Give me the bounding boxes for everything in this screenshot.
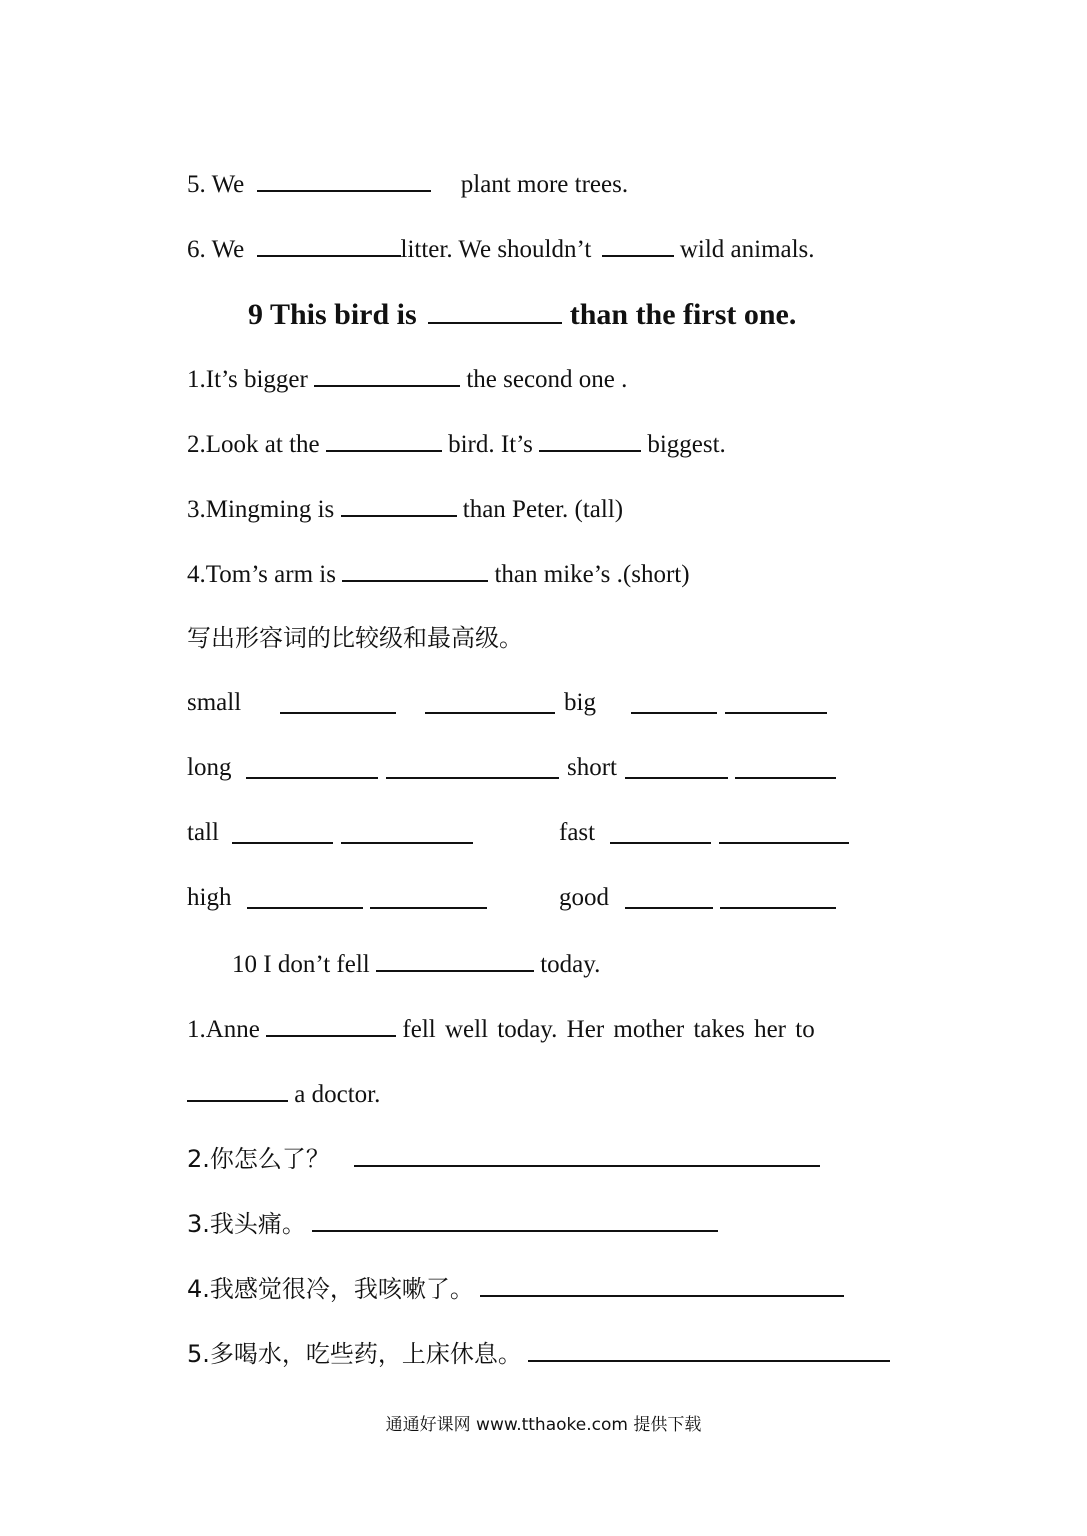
answer-blank[interactable] [480, 1273, 844, 1297]
sec10-sentence-1 [187, 1013, 815, 1045]
sentence-text: 3.Mingming is [187, 496, 335, 523]
answer-blank[interactable] [266, 1013, 396, 1037]
answer-blank[interactable] [719, 820, 849, 844]
section-10-title [232, 948, 600, 980]
sentence-text: wild animals. [679, 236, 815, 263]
answer-blank[interactable] [625, 885, 713, 909]
answer-blank[interactable] [341, 820, 473, 844]
sentence-text: 2.Look at the [187, 431, 320, 458]
sentence-text: litter. We shouldn’t [400, 236, 592, 263]
word-good: good [559, 884, 609, 911]
title-text: 10 I don’t fell [232, 951, 370, 978]
sentence-text: We [211, 236, 245, 263]
sentence-number: 6. [187, 236, 206, 263]
word-long: long [187, 754, 232, 781]
answer-blank[interactable] [326, 428, 442, 452]
sentence-text: the second one . [466, 366, 628, 393]
sentence-text: plant more trees. [460, 171, 629, 198]
sec10-sentence-3 [187, 1208, 718, 1240]
instruction: 写出形容词的比较级和最高级。 [187, 624, 523, 652]
sentence-text: 1.Anne [187, 1016, 260, 1043]
sec9-sentence-2 [187, 428, 726, 460]
answer-blank[interactable] [187, 1078, 288, 1102]
answer-blank[interactable] [539, 428, 641, 452]
answer-blank[interactable] [735, 755, 836, 779]
sentence-number: 5. [187, 171, 206, 198]
answer-blank[interactable] [280, 690, 396, 714]
word-short: short [567, 754, 617, 781]
answer-blank[interactable] [720, 885, 836, 909]
answer-blank[interactable] [725, 690, 827, 714]
answer-blank[interactable] [602, 233, 674, 257]
sentence-5 [187, 168, 628, 200]
answer-blank[interactable] [528, 1338, 890, 1362]
word-fast: fast [559, 819, 596, 846]
sentence-text: fell well today. Her mother takes her to [402, 1016, 815, 1043]
answer-blank[interactable] [370, 885, 487, 909]
sec10-sentence-1-cont [187, 1078, 380, 1110]
answer-blank[interactable] [257, 233, 401, 257]
sec10-sentence-4 [187, 1273, 844, 1305]
sec9-sentence-4 [187, 558, 690, 590]
answer-blank[interactable] [354, 1143, 820, 1167]
answer-blank[interactable] [631, 690, 717, 714]
title-blank[interactable] [376, 948, 534, 972]
answer-blank[interactable] [257, 168, 431, 192]
sentence-text: biggest. [647, 431, 726, 458]
answer-blank[interactable] [312, 1208, 718, 1232]
section-9-title [248, 296, 796, 332]
sec9-sentence-3 [187, 493, 623, 525]
answer-blank[interactable] [386, 755, 559, 779]
title-text: today. [540, 951, 601, 978]
answer-blank[interactable] [610, 820, 711, 844]
sec10-sentence-5 [187, 1338, 890, 1370]
sentence-text: 4.Tom’s arm is [187, 561, 336, 588]
word-tall: tall [187, 819, 219, 846]
sentence-text: 5.多喝水，吃些药，上床休息。 [187, 1340, 522, 1368]
word-small: small [187, 689, 242, 716]
title-blank[interactable] [428, 296, 562, 324]
sec9-sentence-1 [187, 363, 627, 395]
sentence-6 [187, 233, 815, 265]
sentence-text: We [211, 171, 245, 198]
answer-blank[interactable] [246, 755, 378, 779]
sentence-text: a doctor. [294, 1081, 381, 1108]
answer-blank[interactable] [341, 493, 457, 517]
title-text: than the first one. [569, 298, 797, 331]
word-high: high [187, 884, 232, 911]
answer-blank[interactable] [232, 820, 333, 844]
word-big: big [564, 689, 596, 716]
answer-blank[interactable] [425, 690, 555, 714]
answer-blank[interactable] [247, 885, 363, 909]
sentence-text: 2.你怎么了？ [187, 1145, 330, 1173]
answer-blank[interactable] [314, 363, 460, 387]
sentence-text: 4.我感觉很冷，我咳嗽了。 [187, 1275, 474, 1303]
page-footer: 通通好课网 www.tthaoke.com 提供下载 [385, 1415, 702, 1435]
answer-blank[interactable] [625, 755, 728, 779]
title-text: 9 This bird is [248, 298, 417, 331]
sec10-sentence-2 [187, 1143, 820, 1175]
sentence-text: 1.It’s bigger [187, 366, 308, 393]
sentence-text: bird. It’s [448, 431, 533, 458]
sentence-text: than Peter. (tall) [462, 496, 624, 523]
answer-blank[interactable] [342, 558, 488, 582]
sentence-text: than mike’s .(short) [494, 561, 690, 588]
sentence-text: 3.我头痛。 [187, 1210, 306, 1238]
